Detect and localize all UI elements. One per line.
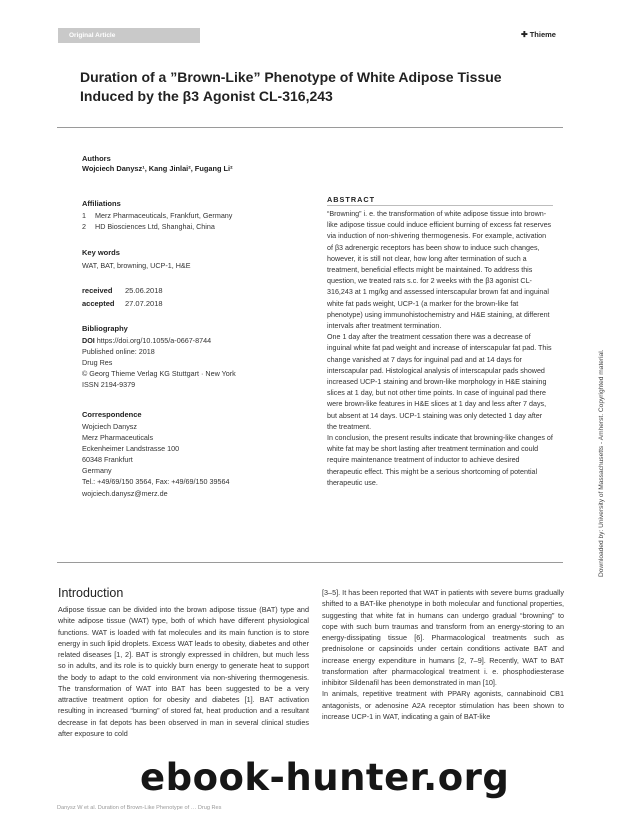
corr-line: Germany <box>82 466 112 476</box>
keywords: WAT, BAT, browning, UCP-1, H&E <box>82 261 191 270</box>
intro-column-2 <box>322 587 564 722</box>
affiliations <box>82 210 232 232</box>
corr-email[interactable]: wojciech.danysz@merz.de <box>82 488 168 498</box>
abstract-divider <box>327 205 553 206</box>
intro-column-1 <box>58 604 309 739</box>
article-title <box>80 68 550 106</box>
copyright: © Georg Thieme Verlag KG Stuttgart · New York <box>82 369 236 379</box>
issn: ISSN 2194-9379 <box>82 380 136 390</box>
article-dates <box>82 285 163 310</box>
publisher-name: Thieme <box>529 30 556 39</box>
affiliations-label: Affiliations <box>82 199 121 208</box>
thieme-logo-icon: ✚ <box>521 30 528 39</box>
title-divider <box>57 127 563 128</box>
affiliation-item: 1 Merz Pharmaceuticals, Frankfurt, Germany <box>82 211 233 220</box>
section-divider <box>57 562 563 563</box>
abstract-paragraph: One 1 day after the treatment cessation there was a decrease of inguinal white fat pad weight and increase of interscapular fat pad. This change vanished at 7 days for inguinal pad and at 14 days for interscapular pad. Histological analysis of interscapular pads showed increased UCP-1 staining and brown-like morphology in H&E staining slices at 1 day, but not other time points. In case of inguinal pad there were brown-like features in H&E slices at 1 day and less after 7 days, but absent at 14 days. UCP-1 staining was only detected 1 day after the treatment. <box>327 333 552 431</box>
intro-paragraph: Adipose tissue can be divided into the brown adipose tissue (BAT) type and white adipose tissue (WAT) type, both of which have different physiological functions. WAT is loaded with fat molecules and its main function is to store energy in such lipid droplets. Excess WAT leads to obesity, diabetes and other related diseases [1, 2]. BAT is strongly expressed in children, but much less so in adults, and its role is to quickly burn energy to generate heat to support the body to adapt to the cold environment via non-shivering thermogenesis. The transformation of WAT into BAT has been suggested to be a very attractive treatment option for obesity and diabetes [1]. BAT activation resulting in increased “burning” of stored fat, heat production and a resultant decrease in fat depots has been observed in man in several clinical studies after exposure to cold <box>58 605 309 738</box>
intro-paragraph: [3–5]. It has been reported that WAT in patients with severe burns gradually shifted to a BAT-like phenotype in both molecular and functional properties, suggesting that white fat in humans can undergo gradual “browning” to cope with such burn traumas and transform from an energy-storing to an energy-dissipating tissue [6]. Pharmacological treatments such as prednisolone or capsinoids under certain conditions activate BAT and increase energy expenditure in humans [2, 7–9]. Recently, WAT to BAT transformation after pharmacological treatment i. e. phosphodiesterase inhibitor Sildenafil has been demonstrated in man [10]. <box>322 588 564 687</box>
publisher-logo <box>521 30 556 39</box>
authors: Wojciech Danysz¹, Kang Jinlai², Fugang Li² <box>82 164 233 173</box>
watermark: ebook-hunter.org <box>140 756 510 799</box>
title-line-1: Duration of a ”Brown-Like” Phenotype of White Adipose Tissue <box>80 69 502 85</box>
abstract-paragraph: In conclusion, the present results indicate that browning-like changes of white fat may be short lasting after treatment termination and could require maintenance treatment of inductor to achieve desired therapeutic effect. This might be a serious shortcoming of potential therapeutic use. <box>327 434 553 487</box>
doi-line: DOI https://doi.org/10.1055/a-0667-8744 <box>82 336 212 345</box>
corr-line: Tel.: +49/69/150 3564, Fax: +49/69/150 39564 <box>82 477 230 487</box>
doi-link[interactable]: https://doi.org/10.1055/a-0667-8744 <box>96 336 212 345</box>
corr-line: Eckenheimer Landstrasse 100 <box>82 444 180 454</box>
bibliography <box>82 335 236 390</box>
page-footer: Danysz W et al. Duration of Brown-Like Phenotype of … Drug Res <box>57 805 222 811</box>
abstract-heading: ABSTRACT <box>327 195 376 204</box>
download-notice: Downloaded by: University of Massachusetts - Amherst. Copyrighted material. <box>598 349 605 577</box>
bibliography-label: Bibliography <box>82 324 128 333</box>
correspondence <box>82 421 229 499</box>
accepted-date: accepted 27.07.2018 <box>82 298 163 308</box>
corr-line: 60348 Frankfurt <box>82 455 133 465</box>
affiliation-item: 2 HD Biosciences Ltd, Shanghai, China <box>82 222 215 232</box>
correspondence-label: Correspondence <box>82 410 142 419</box>
keywords-label: Key words <box>82 248 120 257</box>
corr-line: Merz Pharmaceuticals <box>82 433 154 443</box>
published-date: Published online: 2018 <box>82 347 155 357</box>
journal-name: Drug Res <box>82 358 113 368</box>
abstract-body <box>327 209 553 489</box>
intro-paragraph: In animals, repetitive treatment with PPARγ agonists, cannabinoid CB1 antagonists, or adenosine A2A receptor stimulation has been shown to increase UCP-1 in WAT, indicating a gain of BAT-like <box>322 689 564 721</box>
corr-line: Wojciech Danysz <box>82 422 137 431</box>
article-type-tag: Original Article <box>58 28 200 43</box>
introduction-heading: Introduction <box>58 586 124 600</box>
abstract-paragraph: “Browning” i. e. the transformation of white adipose tissue into brown-like adipose tissue could induce efficient burning of excess fat reserves via induction of non-shivering thermogenesis. For example, activation of β3 adrenergic receptors has been show to induce such changes, however, it is still not clear, how long after termination of such a treatment, beneficial effects might be maintained. To address this question, we treated rats s.c. for 2 weeks with the β3 agonist CL-316,243 at 1 mg/kg and assessed interscapular brown fat and inguinal white fat pads weight, UCP-1 (a marker for the brown-like fat phenotype) using immunohistochemistry and H&E staining, at different intervals after treatment termination. <box>327 210 552 331</box>
title-line-2: Induced by the β3 Agonist CL-316,243 <box>80 88 333 104</box>
authors-label: Authors <box>82 154 111 163</box>
received-date: received 25.06.2018 <box>82 286 163 295</box>
